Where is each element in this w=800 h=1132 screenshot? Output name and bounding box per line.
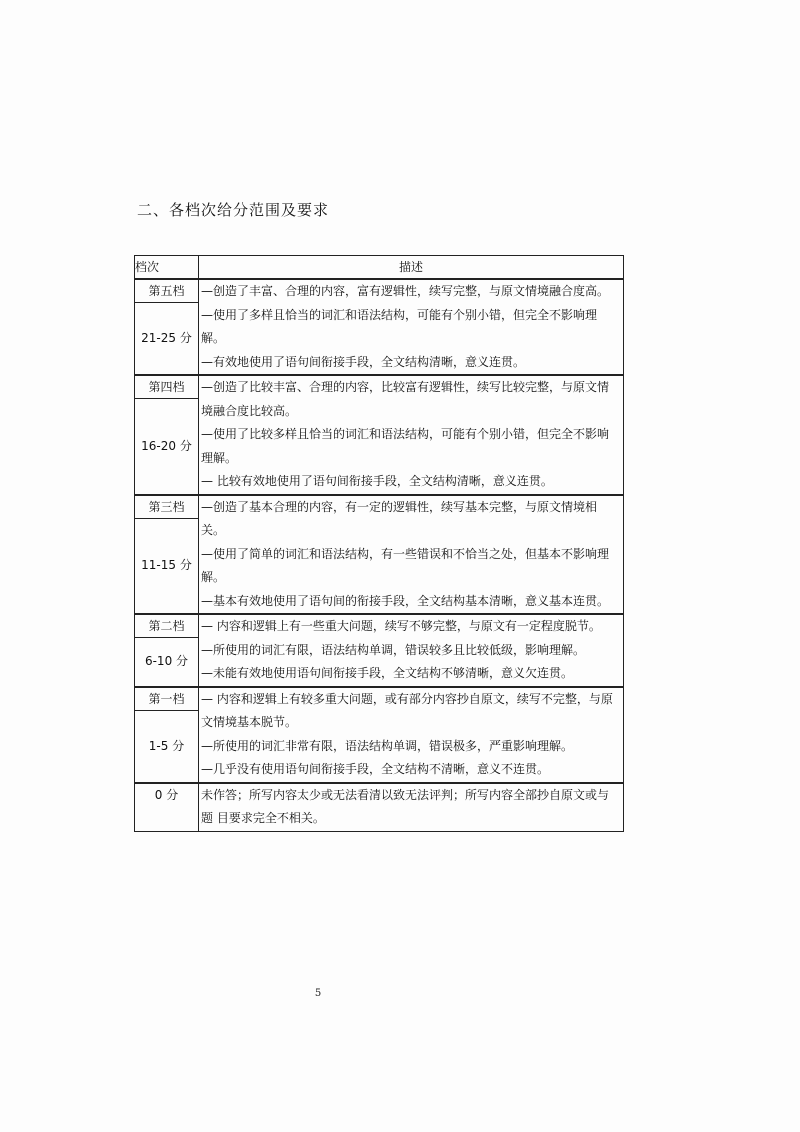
band-name: 第一档: [135, 687, 199, 711]
description-line: —几乎没有使用语句间衔接手段，全文结构不清晰，意义不连贯。: [201, 762, 550, 776]
band-score: 1-5 分: [135, 710, 199, 783]
band-name: 第二档: [135, 614, 199, 638]
description-line: — 内容和逻辑上有一些重大问题，续写不够完整，与原文有一定程度脱节。: [201, 619, 601, 633]
band-score: 16-20 分: [135, 399, 199, 495]
description-line: 境融合度比较高。: [201, 403, 298, 418]
band-1: [135, 687, 624, 783]
description-line: 解。: [201, 570, 226, 584]
band-2: [135, 614, 624, 687]
description-line: —创造了丰富、合理的内容，富有逻辑性，续写完整，与原文情境融合度高。: [201, 284, 610, 298]
band-name: 第五档: [135, 279, 199, 303]
header-description: 描述: [199, 256, 624, 280]
band-score: 21-25 分: [135, 303, 199, 376]
description-line: — 内容和逻辑上有较多重大问题，或有部分内容抄自原文，续写不完整，与原: [201, 691, 613, 706]
description-line: — 比较有效地使用了语句间衔接手段，全文结构清晰，意义连贯。: [201, 474, 553, 488]
description-line: —使用了多样且恰当的词汇和语法结构，可能有个别小错，但完全不影响理: [201, 307, 598, 322]
description-line: 关。: [201, 523, 226, 537]
band-description: [199, 375, 624, 495]
description-line: 未作答；所写内容太少或无法看清以致无法评判；所写内容全部抄自原文或与: [201, 787, 610, 802]
band-description: [199, 614, 624, 687]
band-0: [135, 783, 624, 832]
page-number: 5: [314, 988, 322, 999]
section-title: 二、各档次给分范围及要求: [137, 201, 330, 219]
scoring-rubric-table: [134, 255, 624, 832]
band-score: 11-15 分: [135, 518, 199, 614]
description-line: —使用了简单的词汇和语法结构，有一些错误和不恰当之处，但基本不影响理: [201, 546, 610, 561]
band-4: [135, 375, 624, 495]
band-3: [135, 495, 624, 615]
description-line: —创造了比较丰富、合理的内容，比较富有逻辑性，续写比较完整，与原文情: [201, 380, 610, 394]
description-line: —基本有效地使用了语句间的衔接手段，全文结构基本清晰，意义基本连贯。: [201, 593, 610, 608]
table-header-row: [135, 256, 624, 280]
band-5: [135, 279, 624, 375]
description-line: —所使用的词汇非常有限，语法结构单调，错误极多，严重影响理解。: [201, 738, 574, 753]
band-description: [199, 279, 624, 375]
description-line: 理解。: [201, 450, 238, 465]
description-line: —创造了基本合理的内容，有一定的逻辑性，续写基本完整，与原文情境相: [201, 499, 598, 514]
band-name: 第三档: [135, 495, 199, 519]
description-line: —所使用的词汇有限，语法结构单调，错误较多且比较低级，影响理解。: [201, 642, 586, 657]
description-line: 文情境基本脱节。: [201, 715, 298, 729]
description-line: —有效地使用了语句间衔接手段，全文结构清晰，意义连贯。: [201, 354, 526, 369]
band-name: 第四档: [135, 375, 199, 399]
band-description: [199, 495, 624, 615]
description-line: —未能有效地使用语句间衔接手段，全文结构不够清晰，意义欠连贯。: [201, 666, 574, 680]
header-level: 档次: [135, 256, 199, 280]
description-line: —使用了比较多样且恰当的词汇和语法结构，可能有个别小错，但完全不影响: [201, 427, 610, 441]
band-description: [199, 783, 624, 832]
band-score: 0 分: [135, 783, 199, 832]
band-description: [199, 687, 624, 783]
band-score: 6-10 分: [135, 638, 199, 687]
description-line: 题 目要求完全不相关。: [201, 811, 325, 825]
description-line: 解。: [201, 331, 226, 345]
